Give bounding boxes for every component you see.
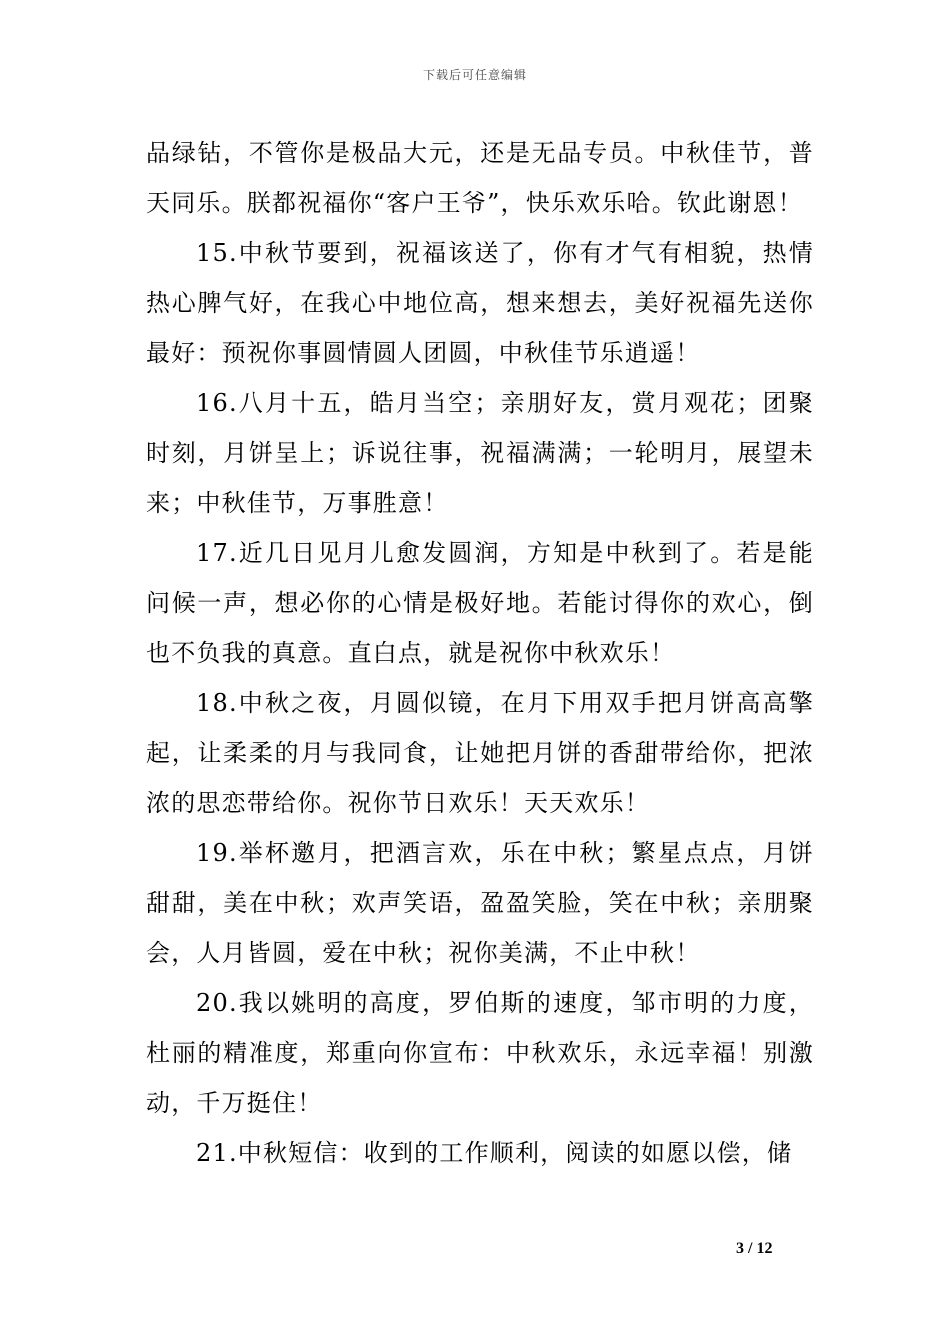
document-body (146, 128, 814, 1178)
page-number: 3 / 12 (736, 1240, 773, 1257)
paragraph-continuation: 品绿钻，不管你是极品大元，还是无品专员。中秋佳节，普天同乐。朕都祝福你“客户王爷”，快乐欢乐哈。钦此谢恩！ (146, 139, 814, 217)
paragraph-15: 15.中秋节要到，祝福该送了，你有才气有相貌，热情热心脾气好，在我心中地位高，想来想去，美好祝福先送你最好：预祝你事圆情圆人团圆，中秋佳节乐逍遥！ (146, 239, 814, 367)
paragraph-17: 17.近几日见月儿愈发圆润，方知是中秋到了。若是能问候一声，想必你的心情是极好地。若能讨得你的欢心，倒也不负我的真意。直白点，就是祝你中秋欢乐！ (146, 539, 814, 667)
paragraph-20: 20.我以姚明的高度，罗伯斯的速度，邹市明的力度，杜丽的精准度，郑重向你宣布：中秋欢乐，永远幸福！别激动，千万挺住！ (146, 989, 814, 1117)
header-note: 下载后可任意编辑 (422, 68, 527, 82)
paragraph-19: 19.举杯邀月，把酒言欢，乐在中秋；繁星点点，月饼甜甜，美在中秋；欢声笑语，盈盈笑脸，笑在中秋；亲朋聚会，人月皆圆，爱在中秋；祝你美满，不止中秋！ (146, 839, 814, 967)
paragraph-18: 18.中秋之夜，月圆似镜，在月下用双手把月饼高高擎起，让柔柔的月与我同食，让她把月饼的香甜带给你，把浓浓的思恋带给你。祝你节日欢乐！天天欢乐！ (146, 689, 814, 817)
paragraph-21: 21.中秋短信：收到的工作顺利，阅读的如愿以偿，储 (196, 1139, 793, 1167)
paragraph-16: 16.八月十五，皓月当空；亲朋好友，赏月观花；团聚时刻，月饼呈上；诉说往事，祝福满满；一轮明月，展望未来；中秋佳节，万事胜意！ (146, 389, 814, 517)
